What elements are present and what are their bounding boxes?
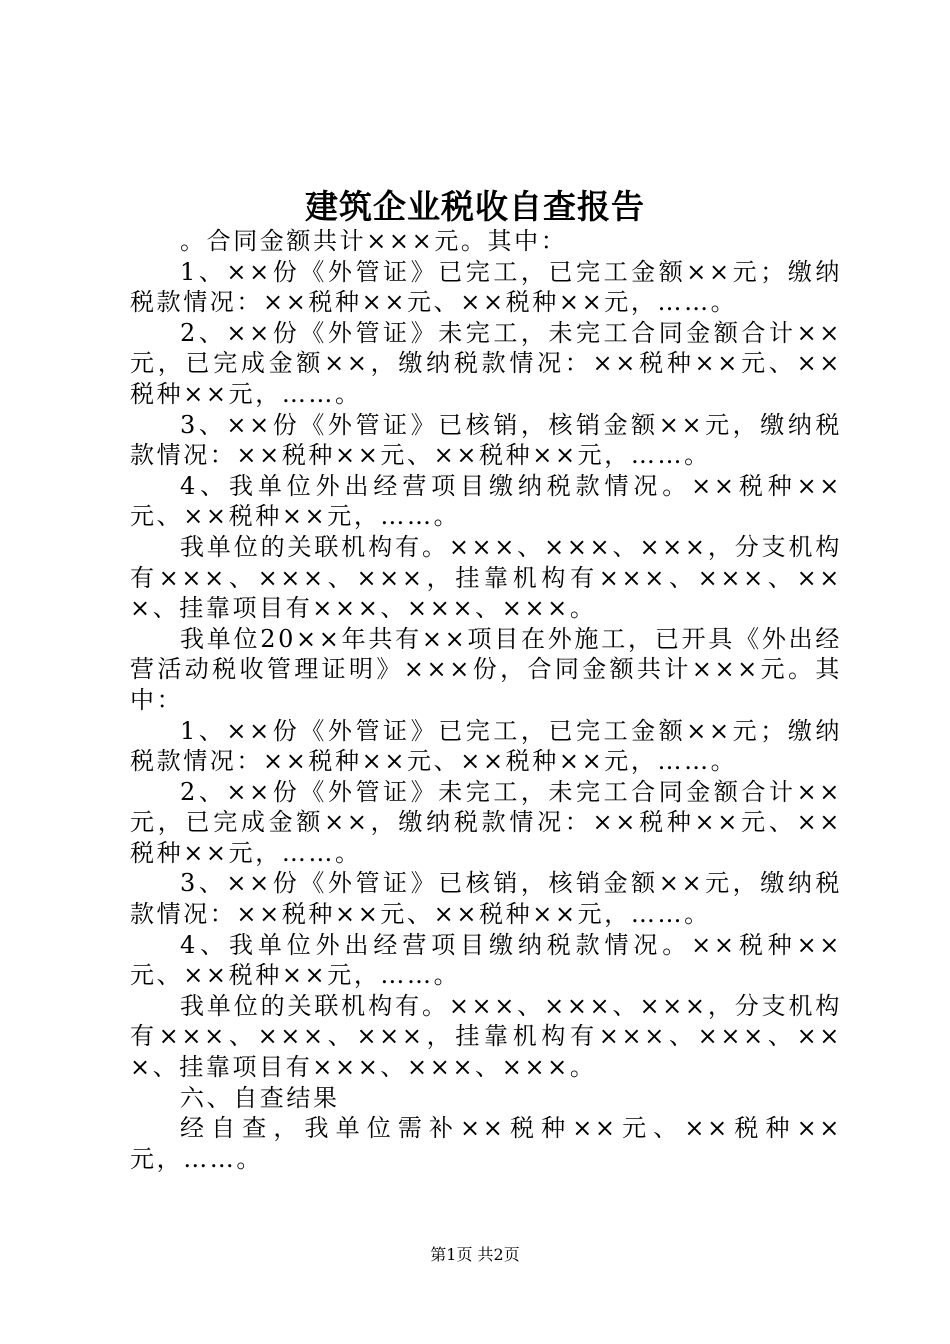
paragraph: 我单位的关联机构有。×××、×××、×××，分支机构有×××、×××、×××，挂靠机构有×××、×××、×××、挂靠项目有×××、×××、×××。 <box>130 991 842 1082</box>
document-title: 建筑企业税收自查报告 <box>305 187 645 226</box>
paragraph: 3、××份《外管证》已核销，核销金额××元，缴纳税款情况：××税种××元、××税种××元，……。 <box>130 410 842 470</box>
paragraph: 我单位20××年共有××项目在外施工，已开具《外出经营活动税收管理证明》×××份，合同金额共计×××元。其中： <box>130 624 842 714</box>
document-body <box>130 226 842 1174</box>
paragraph: 4、我单位外出经营项目缴纳税款情况。××税种××元、××税种××元，……。 <box>130 930 842 990</box>
paragraph: 。合同金额共计×××元。其中： <box>180 227 568 255</box>
paragraph: 我单位的关联机构有。×××、×××、×××，分支机构有×××、×××、×××，挂靠机构有×××、×××、×××、挂靠项目有×××、×××、×××。 <box>130 532 842 623</box>
paragraph: 3、××份《外管证》已核销，核销金额××元，缴纳税款情况：××税种××元、××税种××元，……。 <box>130 869 842 929</box>
paragraph: 经自查，我单位需补××税种××元、××税种××元，……。 <box>130 1114 842 1173</box>
paragraph: 1、××份《外管证》已完工，已完工金额××元；缴纳税款情况：××税种××元、××税种××元，……。 <box>130 716 842 776</box>
paragraph: 1、××份《外管证》已完工，已完工金额××元；缴纳税款情况：××税种××元、××税种××元，……。 <box>130 257 842 317</box>
paragraph: 2、××份《外管证》未完工，未完工合同金额合计××元，已完成金额××，缴纳税款情况：××税种××元、××税种××元，……。 <box>130 777 842 867</box>
page-footer: 第1页 共2页 <box>430 1245 520 1264</box>
section-heading: 六、自查结果 <box>180 1083 340 1112</box>
paragraph: 4、我单位外出经营项目缴纳税款情况。××税种××元、××税种××元，……。 <box>130 471 842 531</box>
paragraph: 2、××份《外管证》未完工，未完工合同金额合计××元，已完成金额××，缴纳税款情况：××税种××元、××税种××元，……。 <box>130 318 842 408</box>
